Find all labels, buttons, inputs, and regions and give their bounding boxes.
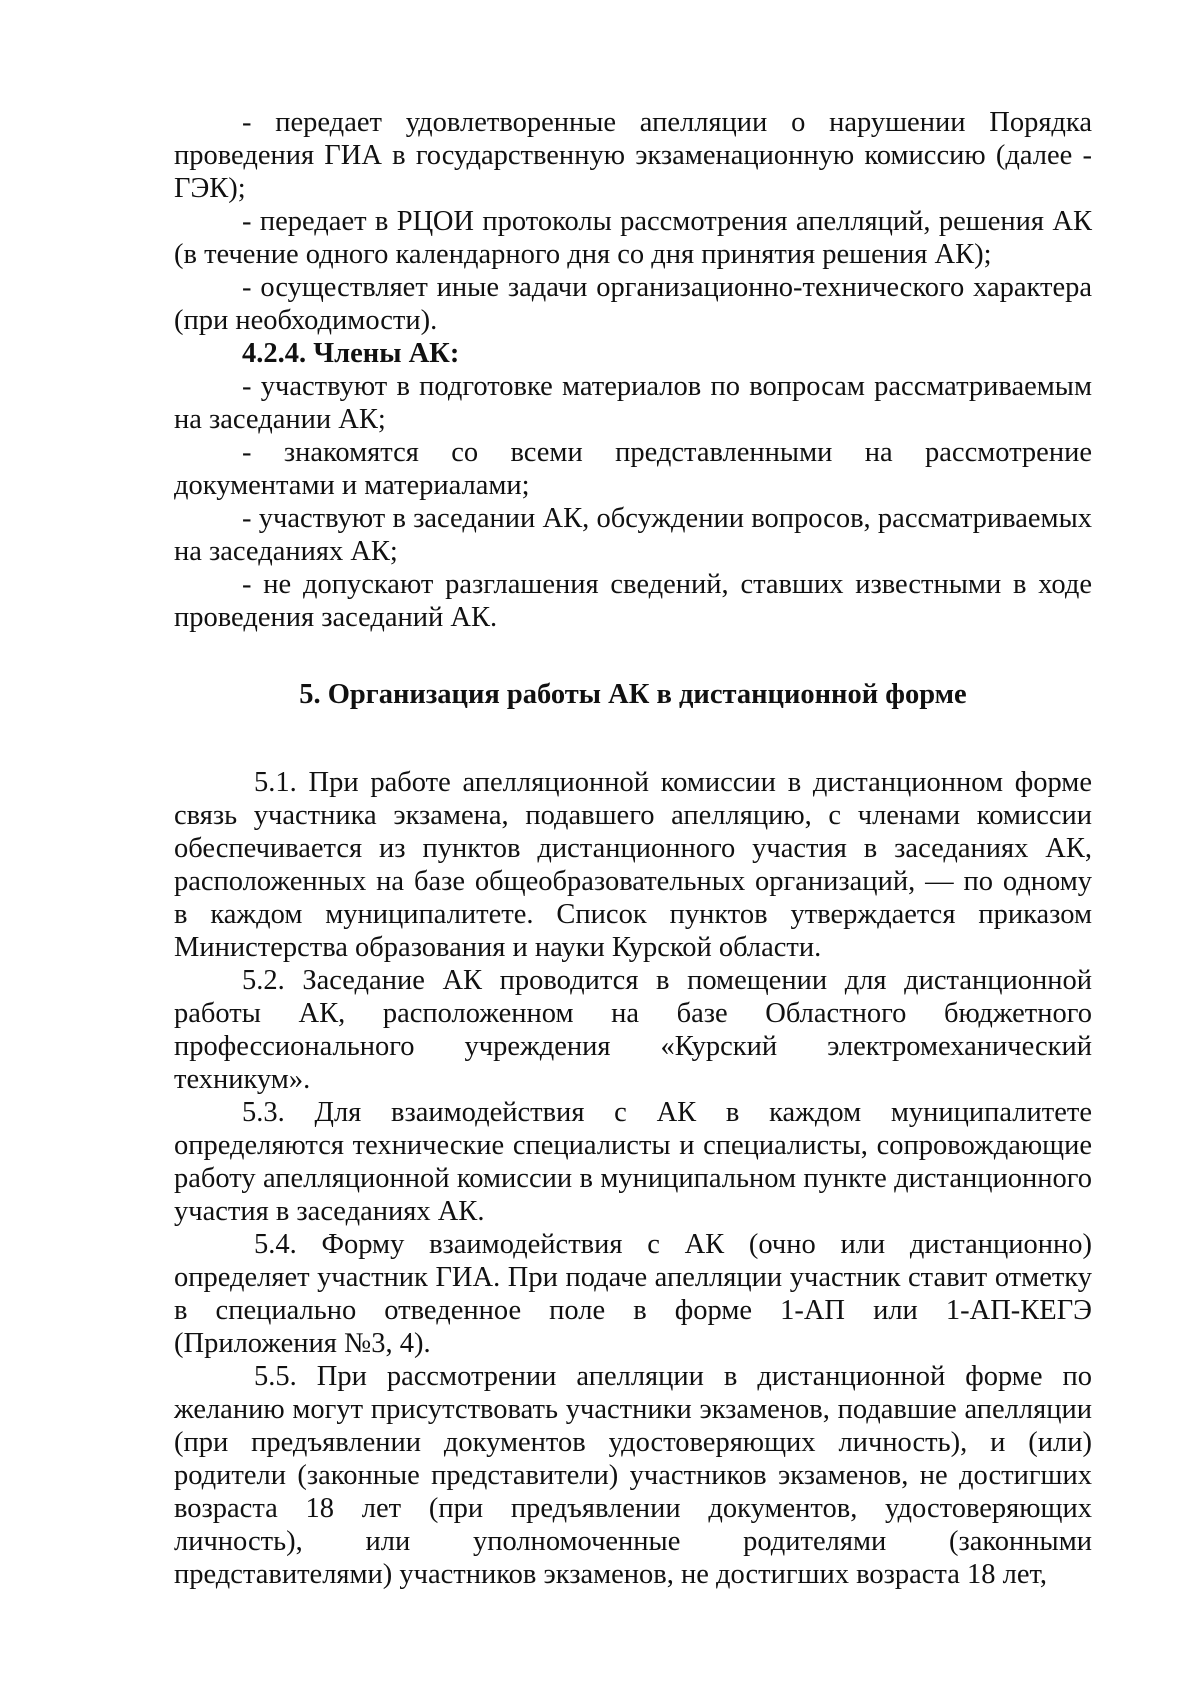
paragraph-5-5: 5.5. При рассмотрении апелляции в дистанционной форме по желанию могут присутствовать участники экзаменов, подавшие апелляции (при предъявлении документов удостоверяющих личность), и (или) родители (законные представители) участников экзаменов, не достигших возраста 18 лет (при предъявлении документов, удостоверяющих личность), или уполномоченные родителями (законными представителями) участников экзаменов, не достигших возраста 18 лет,: [174, 1361, 1092, 1590]
paragraph-5-3: 5.3. Для взаимодействия с АК в каждом муниципалитете определяются технические специалисты и специалисты, сопровождающие работу апелляционной комиссии в муниципальном пункте дистанционного участия в заседаниях АК.: [174, 1097, 1092, 1227]
list-item: - передает удовлетворенные апелляции о нарушении Порядка проведения ГИА в государственную экзаменационную комиссию (далее - ГЭК);: [174, 107, 1092, 204]
paragraph-5-2: 5.2. Заседание АК проводится в помещении для дистанционной работы АК, расположенном на базе Областного бюджетного профессионального учреждения «Курский электромеханический техникум».: [174, 965, 1092, 1095]
paragraph-5-1: 5.1. При работе апелляционной комиссии в дистанционном форме связь участника экзамена, подавшего апелляцию, с членами комиссии обеспечивается из пунктов дистанционного участия в заседаниях АК, расположенных на базе общеобразовательных организаций, — по одному в каждом муниципалитете. Список пунктов утверждается приказом Министерства образования и науки Курской области.: [174, 767, 1092, 963]
list-item: - не допускают разглашения сведений, ставших известными в ходе проведения заседаний АК.: [174, 569, 1092, 633]
members-heading: 4.2.4. Члены АК:: [242, 338, 460, 369]
list-item: - осуществляет иные задачи организационно-технического характера (при необходимости).: [174, 272, 1092, 336]
list-item: - участвуют в заседании АК, обсуждении вопросов, рассматриваемых на заседаниях АК;: [174, 503, 1092, 567]
section-title: 5. Организация работы АК в дистанционной форме: [299, 679, 967, 710]
document-page: [174, 106, 1092, 1591]
list-item: - знакомятся со всеми представленными на рассмотрение документами и материалами;: [174, 437, 1092, 501]
list-item: - передает в РЦОИ протоколы рассмотрения апелляций, решения АК (в течение одного календарного дня со дня принятия решения АК);: [174, 206, 1092, 270]
list-item: - участвуют в подготовке материалов по вопросам рассматриваемым на заседании АК;: [174, 371, 1092, 435]
paragraph-5-4: 5.4. Форму взаимодействия с АК (очно или дистанционно) определяет участник ГИА. При подаче апелляции участник ставит отметку в специально отведенное поле в форме 1-АП или 1-АП-КЕГЭ (Приложения №3, 4).: [174, 1229, 1092, 1359]
